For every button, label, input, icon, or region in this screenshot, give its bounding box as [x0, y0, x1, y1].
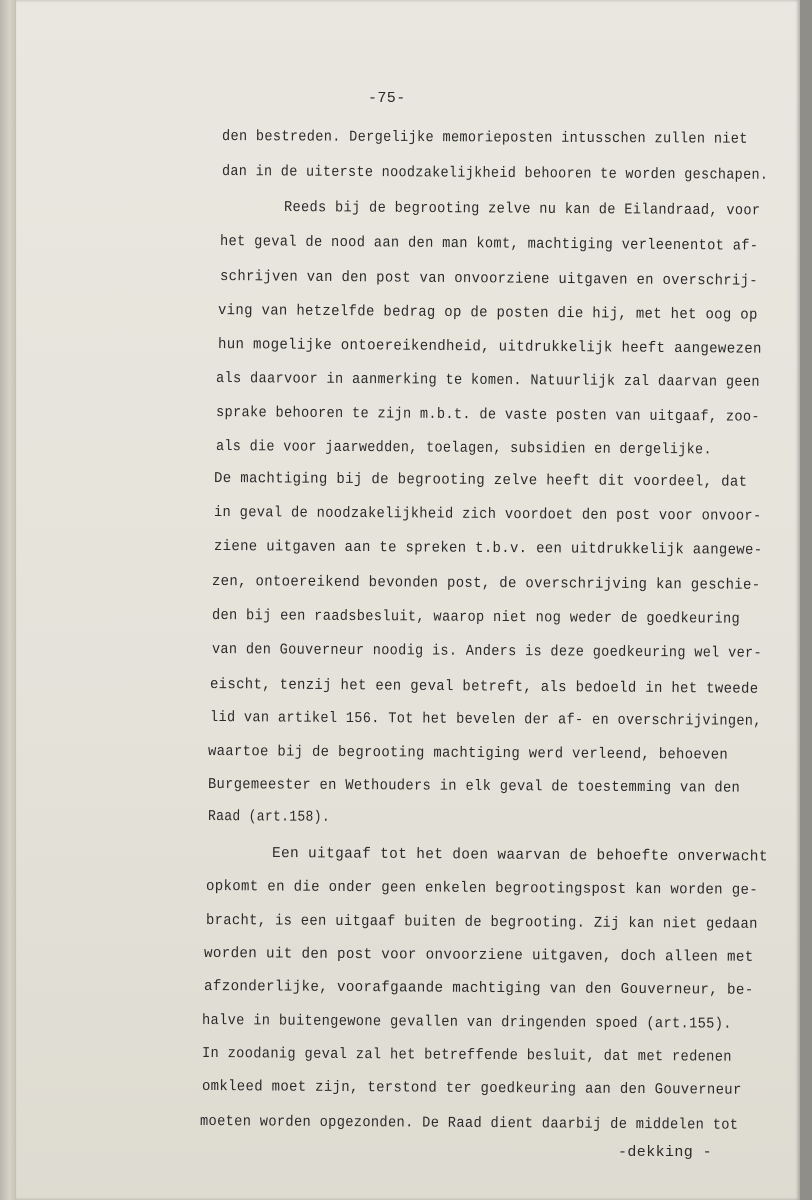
text-line: den bij een raadsbesluit, waarop niet nog weder de goedkeuring — [211, 607, 741, 628]
text-line: opkomt en die onder geen enkelen begrootingspost kan worden ge- — [205, 878, 759, 899]
text-line: bracht, is een uitgaaf buiten de begrooting. Zij kan niet gedaan — [205, 912, 758, 933]
text-line: waartoe bij de begrooting machtiging werd verleend, behoeven — [207, 743, 729, 764]
text-line: ziene uitgaven aan te spreken t.b.v. een uitdrukkelijk aangewe- — [213, 538, 763, 559]
text-line: ving van hetzelfde bedrag op de posten die hij, met het oog op — [217, 302, 758, 324]
text-line: dan in de uiterste noodzakelijkheid behooren te worden geschapen. — [221, 163, 769, 184]
text-line: het geval de nood aan den man komt, machtiging verleenentot af- — [219, 233, 759, 255]
text-line: eischt, tenzij het een geval betreft, als bedoeld in het tweede — [209, 676, 759, 698]
text-line: Raad (art.158). — [207, 808, 331, 826]
text-line: als daarvoor in aanmerking te komen. Natuurlijk zal daarvan geen — [215, 370, 760, 391]
page-edge — [800, 0, 812, 1200]
text-line: in geval de noodzakelijkheid zich voordoet den post voor onvoor- — [213, 504, 762, 525]
text-line: van den Gouverneur noodig is. Anders is deze goedkeuring wel ver- — [211, 641, 763, 662]
catchword: -dekking - — [618, 1144, 713, 1161]
text-line: zen, ontoereikend bevonden post, de overschrijving kan geschie- — [211, 573, 761, 594]
text-line: In zoodanig geval zal het betreffende besluit, dat met redenen — [201, 1045, 732, 1066]
page-number: -75- — [368, 90, 406, 107]
text-line: afzonderlijke, voorafgaande machtiging van den Gouverneur, be- — [203, 978, 754, 999]
book-binding — [0, 0, 16, 1200]
text-line: worden uit den post voor onvoorziene uitgaven, doch alleen met — [203, 945, 754, 966]
text-line: De machtiging bij de begrooting zelve heeft dit voordeel, dat — [213, 470, 748, 491]
text-line: sprake behooren te zijn m.b.t. de vaste posten van uitgaaf, zoo- — [215, 404, 760, 426]
text-line: moeten worden opgezonden. De Raad dient daarbij de middelen tot — [199, 1113, 739, 1134]
text-line: als die voor jaarwedden, toelagen, subsidien en dergelijke. — [215, 438, 712, 459]
text-line: lid van artikel 156. Tot het bevelen der af- en overschrijvingen, — [209, 709, 762, 730]
text-line: Burgemeester en Wethouders in elk geval de toestemming van den — [207, 776, 741, 797]
text-line: omkleed moet zijn, terstond ter goedkeuring aan den Gouverneur — [201, 1078, 742, 1099]
text-line: Een uitgaaf tot het doen waarvan de behoefte onverwacht — [271, 845, 768, 866]
text-line: schrijven van den post van onvoorziene uitgaven en overschrij- — [219, 268, 759, 290]
text-line: Reeds bij de begrooting zelve nu kan de Eilandraad, voor — [283, 199, 761, 220]
text-line: den bestreden. Dergelijke memorieposten intusschen zullen niet — [221, 128, 748, 148]
text-line: hun mogelijke ontoereikendheid, uitdrukkelijk heeft aangewezen — [217, 336, 762, 358]
text-line: halve in buitengewone gevallen van dringenden spoed (art.155). — [201, 1012, 732, 1033]
